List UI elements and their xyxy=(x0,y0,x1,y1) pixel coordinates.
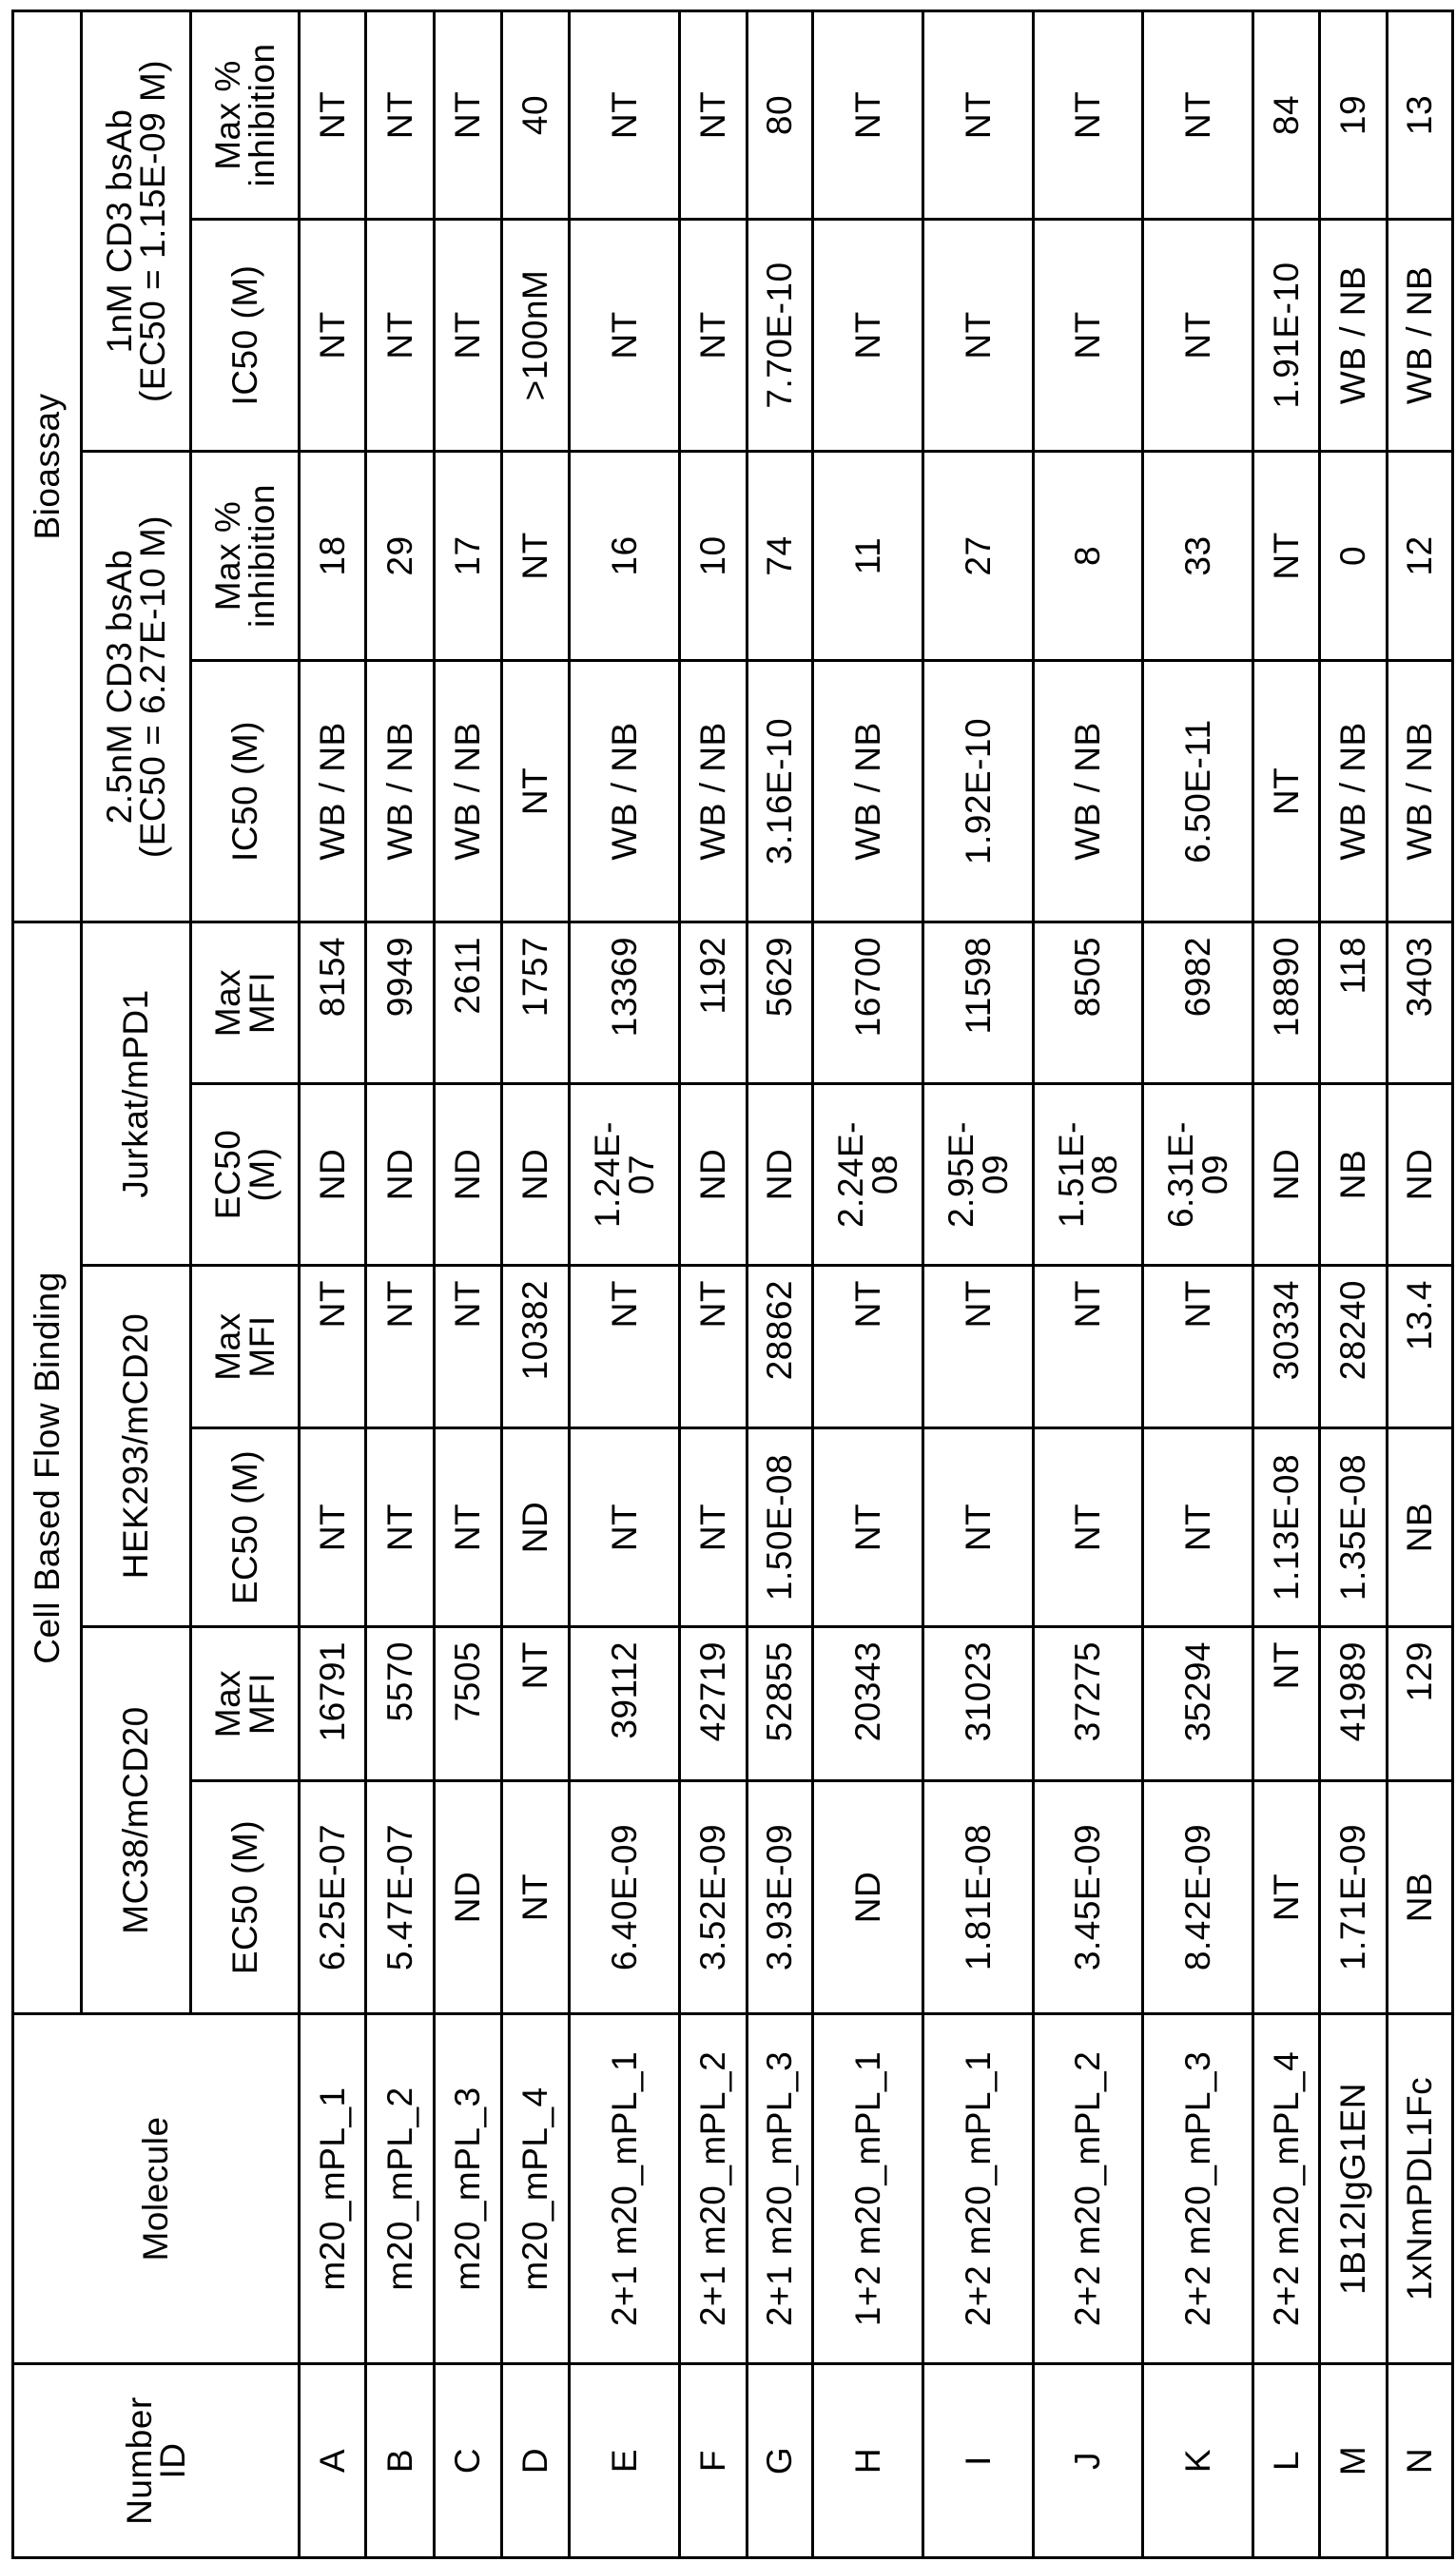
cell-value: 2.95E-09 xyxy=(944,1117,1011,1232)
cell-hek-max: NT xyxy=(300,1266,366,1428)
header-mc38: MC38/mCD20 xyxy=(82,1627,191,2014)
cell-id: C xyxy=(435,2364,502,2558)
cell-mc38-ec50: NT xyxy=(502,1781,570,2014)
cell-hek-max: 13.4 xyxy=(1388,1266,1453,1428)
table-row xyxy=(813,10,923,2557)
header-mc38-max-mfi xyxy=(191,1627,300,1781)
cell-id: H xyxy=(813,2364,923,2558)
cell-hek-ec50: ND xyxy=(502,1428,570,1627)
cell-value: ND xyxy=(1270,1149,1303,1200)
cell-hek-max: 10382 xyxy=(502,1266,570,1428)
cell-molecule: 2+2 m20_mPL_2 xyxy=(1034,2014,1143,2364)
cell-b1-max: NT xyxy=(435,10,502,219)
table-row xyxy=(366,10,435,2557)
cell-mc38-ec50: 3.93E-09 xyxy=(747,1781,813,2014)
cell-value: 2.24E-08 xyxy=(834,1117,901,1232)
cell-jur-max: 13369 xyxy=(570,922,680,1083)
cell-mc38-max: 129 xyxy=(1388,1627,1453,1781)
cell-value: 6.31E-09 xyxy=(1164,1117,1231,1232)
header-bsab-1nm-sub: (EC50 = 1.15E-09 M) xyxy=(136,20,169,442)
table-row xyxy=(502,10,570,2557)
cell-b1-ic50: WB / NB xyxy=(1388,219,1453,451)
cell-id: L xyxy=(1253,2364,1320,2558)
cell-b25-max: 8 xyxy=(1034,451,1143,660)
cell-molecule: m20_mPL_1 xyxy=(300,2014,366,2364)
cell-b1-max: NT xyxy=(300,10,366,219)
cell-b25-ic50: WB / NB xyxy=(680,660,747,922)
cell-jur-ec50 xyxy=(1143,1084,1253,1266)
table-body xyxy=(300,10,1453,2557)
header-bsab-2-5nm-sub: (EC50 = 6.27E-10 M) xyxy=(136,460,169,913)
header-number-id-label: Number ID xyxy=(123,2390,189,2533)
cell-id: N xyxy=(1388,2364,1453,2558)
cell-b1-ic50: NT xyxy=(570,219,680,451)
cell-value: ND xyxy=(763,1149,796,1200)
cell-hek-ec50: NB xyxy=(1388,1428,1453,1627)
cell-jur-ec50 xyxy=(1034,1084,1143,1266)
cell-b1-max: 19 xyxy=(1320,10,1388,219)
cell-mc38-max: 39112 xyxy=(570,1627,680,1781)
cell-mc38-ec50: 5.47E-07 xyxy=(366,1781,435,2014)
label: Max MFI xyxy=(211,1299,278,1394)
cell-value: ND xyxy=(316,1149,349,1200)
cell-b1-ic50: 7.70E-10 xyxy=(747,219,813,451)
cell-mc38-max: 31023 xyxy=(923,1627,1034,1781)
cell-value: ND xyxy=(1403,1149,1436,1200)
table-row xyxy=(570,10,680,2557)
label: Max % inhibition xyxy=(211,34,278,196)
cell-b25-max: 0 xyxy=(1320,451,1388,660)
cell-b25-ic50: WB / NB xyxy=(300,660,366,922)
cell-jur-ec50 xyxy=(1253,1084,1320,1266)
cell-b1-ic50: NT xyxy=(1143,219,1253,451)
cell-b1-ic50: 1.91E-10 xyxy=(1253,219,1320,451)
table-row xyxy=(1253,10,1320,2557)
cell-hek-ec50: 1.50E-08 xyxy=(747,1428,813,1627)
cell-b1-max: NT xyxy=(1143,10,1253,219)
cell-mc38-max: 37275 xyxy=(1034,1627,1143,1781)
cell-jur-ec50 xyxy=(680,1084,747,1266)
cell-jur-max: 11598 xyxy=(923,922,1034,1083)
cell-b25-ic50: NT xyxy=(502,660,570,922)
cell-jur-ec50 xyxy=(813,1084,923,1266)
cell-hek-max: NT xyxy=(570,1266,680,1428)
table-row xyxy=(923,10,1034,2557)
cell-jur-max: 2611 xyxy=(435,922,502,1083)
cell-jur-max: 16700 xyxy=(813,922,923,1083)
cell-id: A xyxy=(300,2364,366,2558)
cell-b25-ic50: 3.16E-10 xyxy=(747,660,813,922)
header-hek: HEK293/mCD20 xyxy=(82,1266,191,1627)
cell-b1-ic50: NT xyxy=(923,219,1034,451)
header-mc38-ec50: EC50 (M) xyxy=(191,1781,300,2014)
cell-jur-max: 9949 xyxy=(366,922,435,1083)
cell-mc38-ec50: 8.42E-09 xyxy=(1143,1781,1253,2014)
cell-b1-ic50: NT xyxy=(1034,219,1143,451)
cell-mc38-max: 5570 xyxy=(366,1627,435,1781)
header-bsab-1nm-ic50: IC50 (M) xyxy=(191,219,300,451)
header-bsab-2-5nm xyxy=(82,451,191,922)
cell-id: E xyxy=(570,2364,680,2558)
cell-mc38-max: 41989 xyxy=(1320,1627,1388,1781)
cell-b25-ic50: WB / NB xyxy=(813,660,923,922)
cell-b1-ic50: NT xyxy=(680,219,747,451)
cell-b25-max: 29 xyxy=(366,451,435,660)
cell-molecule: m20_mPL_4 xyxy=(502,2014,570,2364)
cell-b1-ic50: NT xyxy=(813,219,923,451)
cell-mc38-max: 20343 xyxy=(813,1627,923,1781)
cell-mc38-max: NT xyxy=(502,1627,570,1781)
cell-id: B xyxy=(366,2364,435,2558)
cell-jur-ec50 xyxy=(1388,1084,1453,1266)
table-row xyxy=(1388,10,1453,2557)
table-row xyxy=(1034,10,1143,2557)
cell-mc38-max: 16791 xyxy=(300,1627,366,1781)
cell-jur-max: 3403 xyxy=(1388,922,1453,1083)
cell-jur-ec50 xyxy=(923,1084,1034,1266)
cell-b1-max: NT xyxy=(813,10,923,219)
label: Max % inhibition xyxy=(211,475,278,636)
cell-hek-ec50: NT xyxy=(813,1428,923,1627)
cell-value: ND xyxy=(383,1149,417,1200)
header-bioassay: Bioassay xyxy=(13,10,82,922)
cell-hek-ec50: 1.13E-08 xyxy=(1253,1428,1320,1627)
cell-b25-max: 11 xyxy=(813,451,923,660)
label: EC50 (M) xyxy=(211,1117,278,1232)
cell-mc38-max: 42719 xyxy=(680,1627,747,1781)
cell-value: ND xyxy=(451,1149,484,1200)
label: Max MFI xyxy=(211,1657,278,1752)
cell-molecule: 1xNmPDL1Fc xyxy=(1388,2014,1453,2364)
cell-b25-max: NT xyxy=(1253,451,1320,660)
cell-hek-max: 28862 xyxy=(747,1266,813,1428)
cell-mc38-max: NT xyxy=(1253,1627,1320,1781)
cell-jur-max: 118 xyxy=(1320,922,1388,1083)
cell-mc38-ec50: 1.81E-08 xyxy=(923,1781,1034,2014)
cell-molecule: 2+2 m20_mPL_4 xyxy=(1253,2014,1320,2364)
cell-b25-ic50: WB / NB xyxy=(570,660,680,922)
cell-mc38-ec50: 6.40E-09 xyxy=(570,1781,680,2014)
cell-id: G xyxy=(747,2364,813,2558)
cell-mc38-max: 35294 xyxy=(1143,1627,1253,1781)
cell-hek-max: NT xyxy=(366,1266,435,1428)
cell-b1-max: 13 xyxy=(1388,10,1453,219)
cell-b25-ic50: 1.92E-10 xyxy=(923,660,1034,922)
header-bsab-2-5nm-title: 2.5nM CD3 bsAb xyxy=(103,460,136,913)
table-row xyxy=(300,10,366,2557)
cell-b1-ic50: NT xyxy=(366,219,435,451)
cell-id: F xyxy=(680,2364,747,2558)
cell-value: ND xyxy=(696,1149,729,1200)
cell-hek-max: NT xyxy=(680,1266,747,1428)
cell-hek-max: NT xyxy=(923,1266,1034,1428)
cell-hek-ec50: NT xyxy=(923,1428,1034,1627)
header-jurkat-ec50 xyxy=(191,1084,300,1266)
cell-jur-max: 1757 xyxy=(502,922,570,1083)
cell-id: M xyxy=(1320,2364,1388,2558)
cell-mc38-max: 7505 xyxy=(435,1627,502,1781)
cell-hek-ec50: NT xyxy=(435,1428,502,1627)
header-bsab-1nm-max-inhibition xyxy=(191,10,300,219)
cell-b1-max: NT xyxy=(1034,10,1143,219)
cell-jur-max: 8154 xyxy=(300,922,366,1083)
cell-b25-max: 17 xyxy=(435,451,502,660)
table-row xyxy=(1320,10,1388,2557)
cell-id: J xyxy=(1034,2364,1143,2558)
cell-hek-max: NT xyxy=(435,1266,502,1428)
header-number-id xyxy=(13,2364,300,2558)
cell-molecule: 1B12IgG1EN xyxy=(1320,2014,1388,2364)
header-cell-binding: Cell Based Flow Binding xyxy=(13,922,82,2013)
cell-molecule: 2+2 m20_mPL_1 xyxy=(923,2014,1034,2364)
cell-hek-max: NT xyxy=(813,1266,923,1428)
cell-b25-ic50: WB / NB xyxy=(1388,660,1453,922)
cell-molecule: 2+1 m20_mPL_2 xyxy=(680,2014,747,2364)
cell-hek-ec50: 1.35E-08 xyxy=(1320,1428,1388,1627)
cell-mc38-ec50: ND xyxy=(435,1781,502,2014)
cell-molecule: 1+2 m20_mPL_1 xyxy=(813,2014,923,2364)
cell-mc38-ec50: 6.25E-07 xyxy=(300,1781,366,2014)
cell-b25-max: 18 xyxy=(300,451,366,660)
header-bsab-2-5nm-ic50: IC50 (M) xyxy=(191,660,300,922)
cell-jur-max: 18890 xyxy=(1253,922,1320,1083)
cell-b25-ic50: NT xyxy=(1253,660,1320,922)
cell-jur-max: 5629 xyxy=(747,922,813,1083)
cell-jur-ec50 xyxy=(1320,1084,1388,1266)
cell-b25-ic50: WB / NB xyxy=(1320,660,1388,922)
cell-b25-max: 12 xyxy=(1388,451,1453,660)
cell-jur-max: 1192 xyxy=(680,922,747,1083)
cell-jur-ec50 xyxy=(300,1084,366,1266)
cell-mc38-ec50: 3.52E-09 xyxy=(680,1781,747,2014)
cell-molecule: 2+1 m20_mPL_3 xyxy=(747,2014,813,2364)
cell-molecule: m20_mPL_2 xyxy=(366,2014,435,2364)
cell-mc38-ec50: ND xyxy=(813,1781,923,2014)
cell-b1-ic50: WB / NB xyxy=(1320,219,1388,451)
cell-molecule: 2+2 m20_mPL_3 xyxy=(1143,2014,1253,2364)
cell-b1-max: NT xyxy=(570,10,680,219)
cell-b25-ic50: WB / NB xyxy=(1034,660,1143,922)
cell-hek-ec50: NT xyxy=(1034,1428,1143,1627)
header-bsab-1nm-title: 1nM CD3 bsAb xyxy=(103,20,136,442)
cell-b1-ic50: >100nM xyxy=(502,219,570,451)
cell-b25-max: 16 xyxy=(570,451,680,660)
cell-molecule: 2+1 m20_mPL_1 xyxy=(570,2014,680,2364)
cell-jur-ec50 xyxy=(435,1084,502,1266)
cell-jur-ec50 xyxy=(366,1084,435,1266)
cell-b1-ic50: NT xyxy=(435,219,502,451)
cell-hek-ec50: NT xyxy=(366,1428,435,1627)
cell-b1-max: NT xyxy=(680,10,747,219)
cell-b25-max: 10 xyxy=(680,451,747,660)
cell-b1-ic50: NT xyxy=(300,219,366,451)
cell-hek-ec50: NT xyxy=(570,1428,680,1627)
cell-b1-max: NT xyxy=(923,10,1034,219)
cell-mc38-ec50: 3.45E-09 xyxy=(1034,1781,1143,2014)
header-hek-ec50: EC50 (M) xyxy=(191,1428,300,1627)
cell-jur-ec50 xyxy=(502,1084,570,1266)
cell-molecule: m20_mPL_3 xyxy=(435,2014,502,2364)
cell-b25-ic50: 6.50E-11 xyxy=(1143,660,1253,922)
header-bsab-1nm xyxy=(82,10,191,451)
header-hek-max-mfi xyxy=(191,1266,300,1428)
cell-jur-ec50 xyxy=(570,1084,680,1266)
cell-hek-max: 28240 xyxy=(1320,1266,1388,1428)
cell-hek-ec50: NT xyxy=(1143,1428,1253,1627)
cell-b25-max: NT xyxy=(502,451,570,660)
table-row xyxy=(1143,10,1253,2557)
cell-hek-max: NT xyxy=(1034,1266,1143,1428)
table-row xyxy=(680,10,747,2557)
table-row xyxy=(435,10,502,2557)
cell-jur-ec50 xyxy=(747,1084,813,1266)
cell-value: ND xyxy=(518,1149,552,1200)
table-row xyxy=(747,10,813,2557)
cell-b1-max: 40 xyxy=(502,10,570,219)
cell-b1-max: 80 xyxy=(747,10,813,219)
cell-value: 1.51E-08 xyxy=(1055,1117,1121,1232)
cell-value: NB xyxy=(1336,1150,1369,1199)
cell-hek-max: NT xyxy=(1143,1266,1253,1428)
results-table xyxy=(11,10,1454,2559)
cell-b1-max: NT xyxy=(366,10,435,219)
cell-mc38-ec50: 1.71E-09 xyxy=(1320,1781,1388,2014)
header-jurkat: Jurkat/mPD1 xyxy=(82,922,191,1265)
cell-hek-max: 30334 xyxy=(1253,1266,1320,1428)
header-molecule: Molecule xyxy=(13,2014,300,2364)
cell-id: I xyxy=(923,2364,1034,2558)
cell-b25-max: 27 xyxy=(923,451,1034,660)
header-bsab-2-5nm-max-inhibition xyxy=(191,451,300,660)
label: Max MFI xyxy=(211,956,278,1051)
header-jurkat-max-mfi xyxy=(191,922,300,1083)
cell-b25-ic50: WB / NB xyxy=(366,660,435,922)
cell-b25-ic50: WB / NB xyxy=(435,660,502,922)
rotated-page xyxy=(0,0,1456,2562)
cell-value: 1.24E-07 xyxy=(591,1117,657,1232)
cell-mc38-ec50: NB xyxy=(1388,1781,1453,2014)
cell-b25-max: 33 xyxy=(1143,451,1253,660)
cell-jur-max: 6982 xyxy=(1143,922,1253,1083)
cell-mc38-ec50: NT xyxy=(1253,1781,1320,2014)
cell-jur-max: 8505 xyxy=(1034,922,1143,1083)
cell-id: K xyxy=(1143,2364,1253,2558)
cell-b25-max: 74 xyxy=(747,451,813,660)
cell-id: D xyxy=(502,2364,570,2558)
cell-hek-ec50: NT xyxy=(680,1428,747,1627)
cell-b1-max: 84 xyxy=(1253,10,1320,219)
cell-mc38-max: 52855 xyxy=(747,1627,813,1781)
cell-hek-ec50: NT xyxy=(300,1428,366,1627)
